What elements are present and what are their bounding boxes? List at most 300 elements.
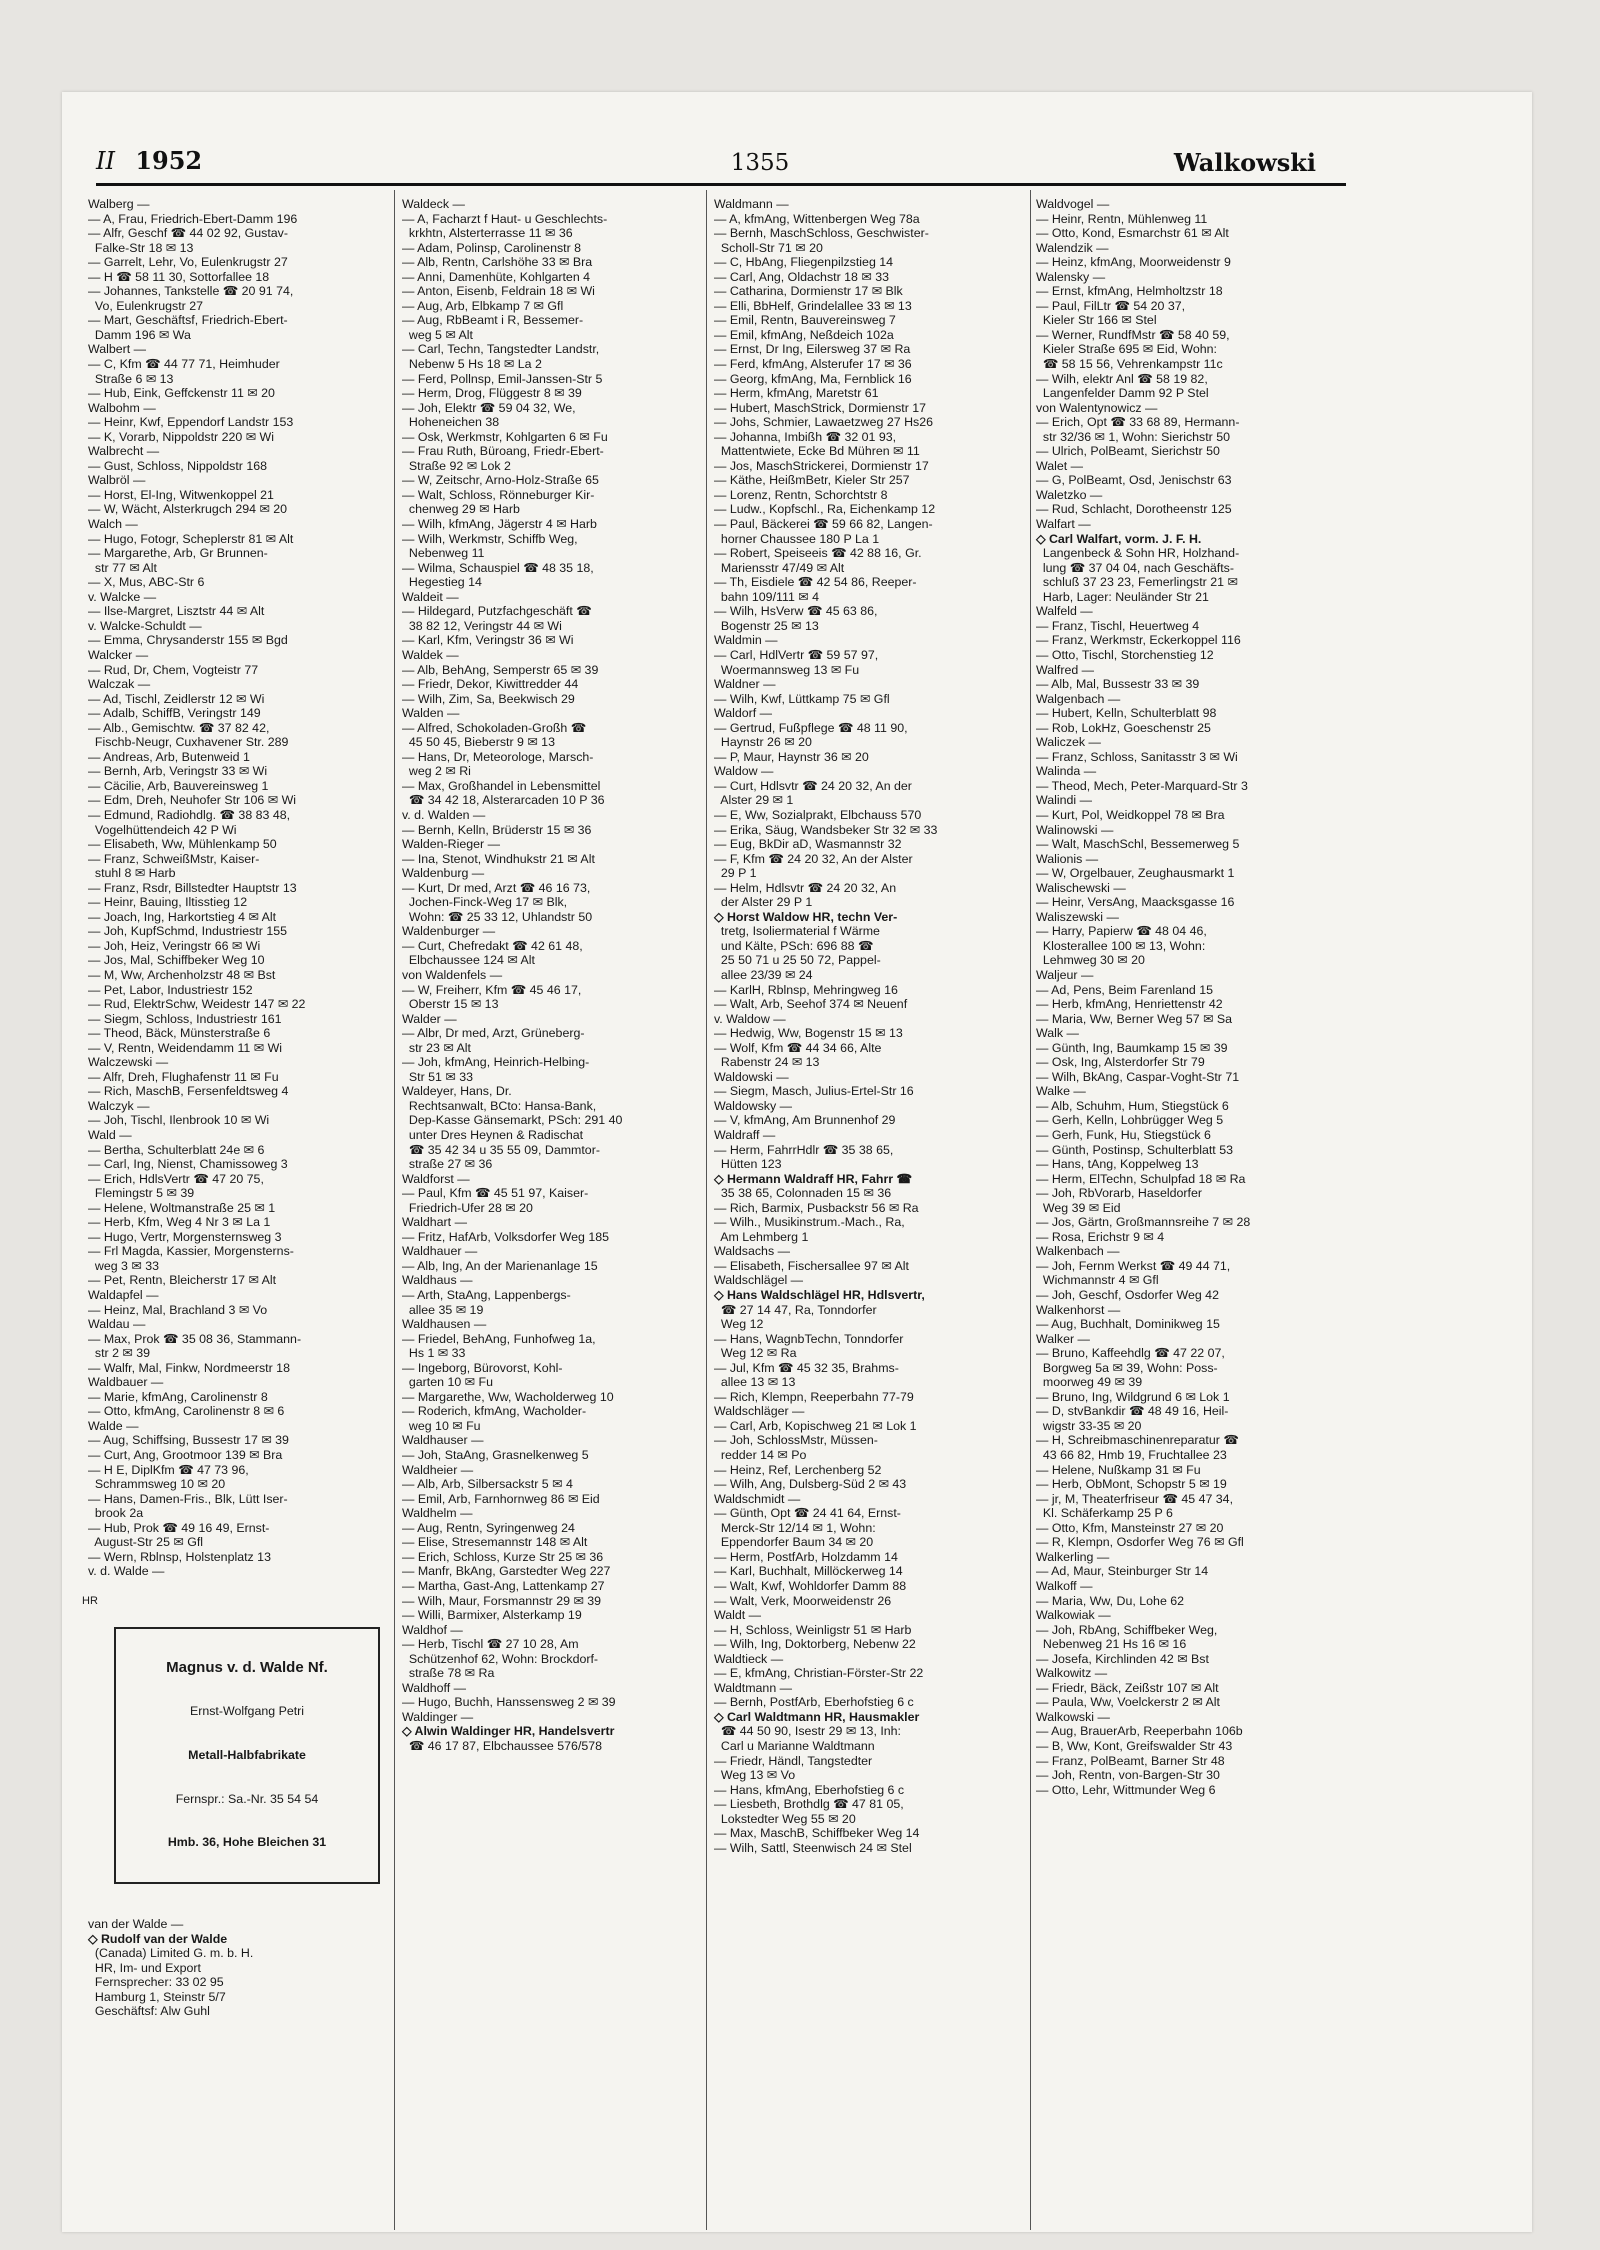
directory-entry: — Erich, HdlsVertr ☎ 47 20 75, — [88, 1171, 264, 1186]
directory-entry: — Wilh, Sattl, Steenwisch 24 ✉ Stel — [714, 1840, 912, 1855]
directory-entry: — Hans, tAng, Koppelweg 13 — [1036, 1157, 1199, 1172]
directory-entry: — Heinz, Mal, Brachland 3 ✉ Vo — [88, 1302, 268, 1317]
entry-continuation: moorweg 49 ✉ 39 — [1036, 1375, 1143, 1390]
directory-entry: — Günth, Opt ☎ 24 41 64, Ernst- — [714, 1506, 901, 1521]
column-divider — [394, 190, 395, 2230]
directory-entry: — Heinz, kfmAng, Moorweidenstr 9 — [1036, 255, 1231, 270]
entry-continuation: Eppendorfer Baum 34 ✉ 20 — [714, 1535, 874, 1550]
entry-continuation: krkhtn, Alsterterrasse 11 ✉ 36 — [402, 226, 573, 241]
directory-entry: — Heinr, Bauing, Iltisstieg 12 — [88, 895, 248, 910]
directory-entry: — Carl, Arb, Kopischweg 21 ✉ Lok 1 — [714, 1418, 917, 1433]
directory-entry: — Wilh, elektr Anl ☎ 58 19 82, — [1036, 371, 1208, 386]
entry-continuation: ☎ 34 42 18, Alsterarcaden 10 P 36 — [402, 793, 605, 808]
entry-continuation: August-Str 25 ✉ Gfl — [88, 1535, 204, 1550]
directory-entry: — P, Maur, Haynstr 36 ✉ 20 — [714, 749, 869, 764]
surname-heading: Waldeit — — [402, 589, 459, 604]
entry-continuation: straße 27 ✉ 36 — [402, 1157, 493, 1172]
directory-entry: — Jos, Mal, Schiffbeker Weg 10 — [88, 953, 265, 968]
directory-entry: — Emil, Arb, Farnhornweg 86 ✉ Eid — [402, 1491, 600, 1506]
directory-entry: — Carl, Techn, Tangstedter Landstr, — [402, 342, 600, 357]
entry-continuation: Weg 13 ✉ Vo — [714, 1768, 796, 1783]
directory-entry: — Helene, Nußkamp 31 ✉ Fu — [1036, 1462, 1201, 1477]
directory-entry: — Ernst, Dr Ing, Eilersweg 37 ✉ Ra — [714, 342, 911, 357]
entry-continuation: Langenbeck & Sohn HR, Holzhand- — [1036, 546, 1240, 561]
directory-entry: ◇ Carl Waldtmann HR, Hausmakler — [714, 1709, 920, 1724]
surname-heading: Walder — — [402, 1011, 457, 1026]
directory-entry: — Hubert, MaschStrick, Dormienstr 17 — [714, 400, 927, 415]
entry-continuation: Am Lehmberg 1 — [714, 1229, 809, 1244]
entry-continuation: chenweg 29 ✉ Harb — [402, 502, 520, 517]
surname-heading: v. d. Walden — — [402, 807, 486, 822]
directory-entry: — Robert, Speiseeis ☎ 42 88 16, Gr. — [714, 546, 922, 561]
surname-heading: Waldtmann — — [714, 1680, 793, 1695]
surname-heading: Waldhauser — — [402, 1433, 484, 1448]
directory-entry: — Wilh, Ang, Dulsberg-Süd 2 ✉ 43 — [714, 1477, 907, 1492]
entry-continuation: 29 P 1 — [714, 866, 757, 881]
directory-entry: — Karl, Buchhalt, Millöckerweg 14 — [714, 1564, 903, 1579]
directory-entry: — Carl, Ing, Nienst, Chamissoweg 3 — [88, 1157, 288, 1172]
directory-entry: — Aug, Buchhalt, Dominikweg 15 — [1036, 1317, 1220, 1332]
directory-entry: — W, Freiherr, Kfm ☎ 45 46 17, — [402, 982, 582, 997]
directory-entry: — Ulrich, PolBeamt, Sierichstr 50 — [1036, 444, 1220, 459]
entry-continuation: Flemingstr 5 ✉ 39 — [88, 1186, 195, 1201]
directory-entry: — Edm, Dreh, Neuhofer Str 106 ✉ Wi — [88, 793, 297, 808]
directory-entry: — Herm, kfmAng, Maretstr 61 — [714, 386, 879, 401]
surname-heading: Waldforst — — [402, 1171, 470, 1186]
surname-heading: Walke — — [1036, 1084, 1086, 1099]
directory-entry: — A, Facharzt f Haut- u Geschlechts- — [402, 211, 608, 226]
directory-entry: — Wilh, kfmAng, Jägerstr 4 ✉ Harb — [402, 517, 597, 532]
entry-continuation: Rabenstr 24 ✉ 13 — [714, 1055, 820, 1070]
directory-entry: — Ad, Tischl, Zeidlerstr 12 ✉ Wi — [88, 691, 265, 706]
directory-entry: — Joh, RbVorarb, Haseldorfer — [1036, 1186, 1202, 1201]
directory-entry: — Otto, Kfm, Mansteinstr 27 ✉ 20 — [1036, 1520, 1224, 1535]
directory-entry: — Elli, BbHelf, Grindelallee 33 ✉ 13 — [714, 298, 912, 313]
directory-entry: — Rich, Barmix, Pusbackstr 56 ✉ Ra — [714, 1200, 919, 1215]
entry-continuation: Hoheneichen 38 — [402, 415, 500, 430]
entry-continuation: Kl. Schäferkamp 25 P 6 — [1036, 1506, 1173, 1521]
surname-heading: Waldschmidt — — [714, 1491, 801, 1506]
entry-continuation: lung ☎ 37 04 04, nach Geschäfts- — [1036, 560, 1234, 575]
directory-entry: — M, Ww, Archenholzstr 48 ✉ Bst — [88, 967, 276, 982]
directory-entry: — Heinr, Rentn, Mühlenweg 11 — [1036, 211, 1208, 226]
entry-continuation: Falke-Str 18 ✉ 13 — [88, 240, 194, 255]
directory-entry: — Rob, LokHz, Goeschenstr 25 — [1036, 720, 1211, 735]
directory-entry: — Cäcilie, Arb, Bauvereinsweg 1 — [88, 778, 269, 793]
surname-heading: Waletzko — — [1036, 487, 1103, 502]
directory-entry: — Martha, Gast-Ang, Lattenkamp 27 — [402, 1578, 605, 1593]
directory-entry: — Erich, Schloss, Kurze Str 25 ✉ 36 — [402, 1549, 604, 1564]
directory-entry: — Hubert, Kelln, Schulterblatt 98 — [1036, 706, 1217, 721]
surname-heading: Wald — — [88, 1128, 132, 1142]
entry-continuation: 38 82 12, Veringstr 44 ✉ Wi — [402, 618, 562, 633]
directory-entry: — K, Vorarb, Nippoldstr 220 ✉ Wi — [88, 429, 274, 444]
entry-continuation: weg 5 ✉ Alt — [402, 327, 473, 342]
directory-entry: — Ernst, kfmAng, Helmholtzstr 18 — [1036, 284, 1223, 299]
directory-entry: — Walt, Schloss, Rönneburger Kir- — [402, 487, 595, 502]
surname-heading: Walbohm — — [88, 400, 156, 415]
directory-entry: — Joh, Rentn, von-Bargen-Str 30 — [1036, 1768, 1220, 1783]
surname-heading: Waldhoff — — [402, 1680, 467, 1695]
directory-entry: — Ad, Pens, Beim Farenland 15 — [1036, 982, 1214, 997]
directory-entry: — Ingeborg, Bürovorst, Kohl- — [402, 1360, 563, 1375]
directory-entry: — Friedel, BehAng, Funhofweg 1a, — [402, 1331, 596, 1346]
header-keyword: Walkowski — [1173, 148, 1316, 177]
directory-entry: — Walt, Arb, Seehof 374 ✉ Neuenf — [714, 997, 908, 1012]
directory-entry: — Jos, MaschStrickerei, Dormienstr 17 — [714, 458, 929, 473]
entry-continuation: Fischb-Neugr, Cuxhavener Str. 289 — [88, 735, 289, 750]
directory-entry: — Franz, PolBeamt, Barner Str 48 — [1036, 1753, 1225, 1768]
directory-entry: — Hans, WagnbTechn, Tonndorfer — [714, 1331, 904, 1346]
directory-entry: — Joach, Ing, Harkortstieg 4 ✉ Alt — [88, 909, 277, 924]
entry-continuation: str 77 ✉ Alt — [88, 560, 157, 575]
surname-heading: Waldt — — [714, 1608, 762, 1623]
surname-heading: Walbrecht — — [88, 444, 160, 459]
directory-entry: — Herb, kfmAng, Henriettenstr 42 — [1036, 997, 1223, 1012]
surname-heading: Walkoff — — [1036, 1578, 1093, 1593]
directory-entry: — Aug, Rentn, Syringenweg 24 — [402, 1520, 575, 1535]
directory-entry: — Johanna, Imbißh ☎ 32 01 93, — [714, 429, 897, 444]
directory-entry: — A, Frau, Friedrich-Ebert-Damm 196 — [88, 211, 298, 226]
directory-entry: — Garrelt, Lehr, Vo, Eulenkrugstr 27 — [88, 255, 288, 270]
directory-entry: — Aug, RbBeamt i R, Bessemer- — [402, 313, 584, 328]
column-divider — [706, 190, 707, 2230]
entry-continuation: allee 35 ✉ 19 — [402, 1302, 484, 1317]
directory-entry: — Wilh, Zim, Sa, Beekwisch 29 — [402, 691, 575, 706]
entry-continuation: Dep-Kasse Gänsemarkt, PSch: 291 40 — [402, 1113, 623, 1128]
surname-heading: Waldhausen — — [402, 1317, 487, 1332]
directory-entry: — Franz, Werkmstr, Eckerkoppel 116 — [1036, 633, 1241, 648]
directory-entry: — Bernh, MaschSchloss, Geschwister- — [714, 226, 929, 241]
entry-continuation: Haynstr 26 ✉ 20 — [714, 735, 812, 750]
directory-entry: — R, Klempn, Osdorfer Weg 76 ✉ Gfl — [1036, 1535, 1244, 1550]
surname-heading: Waldhaus — — [402, 1273, 473, 1288]
surname-heading: Walkenbach — — [1036, 1244, 1120, 1259]
surname-heading: Waldowsky — — [714, 1098, 793, 1113]
directory-entry: — Alb, BehAng, Semperstr 65 ✉ 39 — [402, 662, 599, 677]
ad-address: Hmb. 36, Hohe Bleichen 31 — [167, 1835, 327, 1850]
entry-continuation: allee 13 ✉ 13 — [714, 1375, 796, 1390]
surname-heading: Walindi — — [1036, 793, 1092, 808]
entry-continuation: Wichmannstr 4 ✉ Gfl — [1036, 1273, 1159, 1288]
directory-entry: ◇ Alwin Waldinger HR, Handelsvertr — [402, 1724, 615, 1739]
directory-entry: — Herb, Kfm, Weg 4 Nr 3 ✉ La 1 — [88, 1215, 271, 1230]
surname-heading: Waldmin — — [714, 633, 778, 648]
directory-entry: — Bernh, PostfArb, Eberhofstieg 6 c — [714, 1695, 914, 1710]
surname-heading: Walkowski — — [1036, 1709, 1110, 1724]
directory-entry: — Karl, Kfm, Veringstr 36 ✉ Wi — [402, 633, 574, 648]
year: 1952 — [135, 146, 203, 175]
directory-entry: — Walfr, Mal, Finkw, Nordmeerstr 18 — [88, 1360, 290, 1375]
directory-entry: — Joh, Fernm Werkst ☎ 49 44 71, — [1036, 1258, 1231, 1273]
entry-continuation: Straße 6 ✉ 13 — [88, 371, 174, 386]
directory-entry: — Helene, Woltmanstraße 25 ✉ 1 — [88, 1200, 276, 1215]
entry-continuation: Bogenstr 25 ✉ 13 — [714, 618, 819, 633]
directory-entry: — Franz, Schloss, Sanitasstr 3 ✉ Wi — [1036, 749, 1238, 764]
directory-entry: — Ina, Stenot, Windhukstr 21 ✉ Alt — [402, 851, 595, 866]
entry-continuation: Merck-Str 12/14 ✉ 1, Wohn: — [714, 1520, 876, 1535]
column-divider — [1030, 190, 1031, 2230]
directory-entry: — Bernh, Kelln, Brüderstr 15 ✉ 36 — [402, 822, 592, 837]
surname-heading: Waldmann — — [714, 197, 789, 211]
entry-continuation: Lehmweg 30 ✉ 20 — [1036, 953, 1145, 968]
surname-heading: Walfred — — [1036, 662, 1095, 677]
directory-entry: — Ilse-Margret, Lisztstr 44 ✉ Alt — [88, 604, 265, 619]
directory-entry: — Paul, FilLtr ☎ 54 20 37, — [1036, 298, 1186, 313]
directory-entry: — Werner, RundfMstr ☎ 58 40 59, — [1036, 327, 1230, 342]
entry-continuation: Damm 196 ✉ Wa — [88, 327, 191, 342]
directory-entry: — Paula, Ww, Voelckerstr 2 ✉ Alt — [1036, 1695, 1220, 1710]
surname-heading: Walgenbach — — [1036, 691, 1121, 706]
entry-continuation: redder 14 ✉ Po — [714, 1448, 807, 1463]
surname-heading: Walberg — — [88, 197, 150, 211]
directory-entry: — Emma, Chrysanderstr 155 ✉ Bgd — [88, 633, 288, 648]
entry-continuation: Hegestieg 14 — [402, 575, 482, 590]
directory-entry: — Hub, Eink, Geffckenstr 11 ✉ 20 — [88, 386, 275, 401]
directory-column-2 — [402, 197, 694, 1754]
directory-entry: — Wilh., Musikinstrum.-Mach., Ra, — [714, 1215, 905, 1230]
surname-heading: Waldner — — [714, 677, 776, 692]
directory-entry: — H E, DiplKfm ☎ 47 73 96, — [88, 1462, 249, 1477]
surname-heading: Waldhart — — [402, 1215, 467, 1230]
directory-entry: — Albr, Dr med, Arzt, Grüneberg- — [402, 1026, 585, 1041]
directory-entry: — Joh, Heiz, Veringstr 66 ✉ Wi — [88, 938, 261, 953]
directory-entry: — Carl, HdlVertr ☎ 59 57 97, — [714, 647, 879, 662]
entry-continuation: schluß 37 23 23, Femerlingstr 21 ✉ — [1036, 575, 1238, 590]
directory-entry: — Paul, Kfm ☎ 45 51 97, Kaiser- — [402, 1186, 589, 1201]
directory-entry: ◇ Hermann Waldraff HR, Fahrr ☎ — [714, 1171, 912, 1186]
directory-entry: — Curt, Ang, Grootmoor 139 ✉ Bra — [88, 1448, 283, 1463]
entry-continuation: wigstr 33-35 ✉ 20 — [1036, 1418, 1142, 1433]
surname-heading: Waldenburger — — [402, 924, 496, 939]
directory-entry: — Alfred, Schokoladen-Großh ☎ — [402, 720, 587, 735]
directory-entry: — Rud, Schlacht, Dorotheenstr 125 — [1036, 502, 1232, 517]
surname-heading: v. Walcke — — [88, 589, 157, 604]
directory-entry: — Rud, ElektrSchw, Weidestr 147 ✉ 22 — [88, 997, 306, 1012]
entry-continuation: Fernsprecher: 33 02 95 — [88, 1975, 224, 1990]
directory-entry: — Curt, Chefredakt ☎ 42 61 48, — [402, 938, 583, 953]
directory-entry: — Lorenz, Rentn, Schorchtstr 8 — [714, 487, 888, 502]
surname-heading: Waldheier — — [402, 1462, 474, 1477]
directory-entry: — Andreas, Arb, Butenweid 1 — [88, 749, 250, 764]
entry-continuation: Vo, Eulenkrugstr 27 — [88, 298, 204, 313]
entry-continuation: Rechtsanwalt, BCto: Hansa-Bank, — [402, 1098, 597, 1113]
directory-entry: — Hub, Prok ☎ 49 16 49, Ernst- — [88, 1520, 270, 1535]
directory-entry: — Otto, Lehr, Wittmunder Weg 6 — [1036, 1782, 1216, 1797]
surname-heading: Walk — — [1036, 1026, 1079, 1041]
directory-entry: — Käthe, HeißmBetr, Kieler Str 257 — [714, 473, 910, 488]
directory-entry: — Franz, Tischl, Heuertweg 4 — [1036, 618, 1200, 633]
directory-entry: — Heinz, Ref, Lerchenberg 52 — [714, 1462, 882, 1477]
directory-entry: — Johannes, Tankstelle ☎ 20 91 74, — [88, 284, 294, 299]
surname-heading: Walinowski — — [1036, 822, 1114, 837]
entry-continuation: horner Chaussee 180 P La 1 — [714, 531, 880, 546]
entry-continuation: str 32/36 ✉ 1, Wohn: Sierichstr 50 — [1036, 429, 1231, 444]
surname-heading: Waliczek — — [1036, 735, 1101, 750]
directory-entry: — Arth, StaAng, Lappenbergs- — [402, 1288, 571, 1303]
entry-continuation: Str 51 ✉ 33 — [402, 1069, 473, 1084]
directory-column-3 — [714, 197, 1006, 1855]
directory-entry: — Alb, Arb, Silbersackstr 5 ✉ 4 — [402, 1477, 573, 1492]
directory-entry: — Bruno, Kaffeehdlg ☎ 47 22 07, — [1036, 1346, 1225, 1361]
directory-entry: — Herb, ObMont, Schopstr 5 ✉ 19 — [1036, 1477, 1227, 1492]
entry-continuation: Schützenhof 62, Wohn: Brockdorf- — [402, 1651, 599, 1666]
entry-continuation: Schrammsweg 10 ✉ 20 — [88, 1477, 226, 1492]
surname-heading: v. Waldow — — [714, 1011, 786, 1026]
entry-continuation: Nebenweg 11 — [402, 546, 485, 561]
entry-continuation: 25 50 71 u 25 50 72, Pappel- — [714, 953, 881, 968]
entry-continuation: Weg 12 ✉ Ra — [714, 1346, 797, 1361]
entry-continuation: ☎ 27 14 47, Ra, Tonndorfer — [714, 1302, 877, 1317]
entry-continuation: bahn 109/111 ✉ 4 — [714, 589, 819, 604]
surname-heading: Waldow — — [714, 764, 774, 779]
directory-entry: — Max, Großhandel in Lebensmittel — [402, 778, 601, 793]
directory-entry: — jr, M, Theaterfriseur ☎ 45 47 34, — [1036, 1491, 1234, 1506]
entry-continuation: Weg 39 ✉ Eid — [1036, 1200, 1121, 1215]
entry-continuation: ☎ 44 50 90, Isestr 29 ✉ 13, Inh: — [714, 1724, 901, 1739]
directory-entry: — Franz, SchweißMstr, Kaiser- — [88, 851, 260, 866]
directory-entry: — Alb, Mal, Bussestr 33 ✉ 39 — [1036, 677, 1200, 692]
entry-continuation: und Kälte, PSch: 696 88 ☎ — [714, 938, 874, 953]
directory-entry: — Alb., Gemischtw. ☎ 37 82 42, — [88, 720, 270, 735]
entry-continuation: Borgweg 5a ✉ 39, Wohn: Poss- — [1036, 1360, 1218, 1375]
directory-entry: — Heinr, Kwf, Eppendorf Landstr 153 — [88, 415, 294, 430]
directory-entry: — Edmund, Radiohdlg. ☎ 38 83 48, — [88, 807, 291, 822]
surname-heading: Waldek — — [402, 647, 459, 662]
directory-entry: — Hans, Dr, Meteorologe, Marsch- — [402, 749, 594, 764]
directory-entry: — Roderich, kfmAng, Wacholder- — [402, 1404, 587, 1419]
entry-continuation: 45 50 45, Bieberstr 9 ✉ 13 — [402, 735, 555, 750]
directory-entry: — Alfr, Dreh, Flughafenstr 11 ✉ Fu — [88, 1069, 279, 1084]
directory-column-4 — [1036, 197, 1328, 1797]
entry-continuation: HR, Im- und Export — [88, 1960, 201, 1975]
directory-entry: — Herb, Tischl ☎ 27 10 28, Am — [402, 1637, 579, 1652]
entry-continuation: Lokstedter Weg 55 ✉ 20 — [714, 1811, 856, 1826]
entry-continuation: Nebenw 5 Hs 18 ✉ La 2 — [402, 357, 542, 372]
entry-continuation: Friedrich-Ufer 28 ✉ 20 — [402, 1200, 533, 1215]
directory-entry: — C, HbAng, Fliegenpilzstieg 14 — [714, 255, 894, 270]
directory-entry: — Ferd, kfmAng, Alsterufer 17 ✉ 36 — [714, 357, 912, 372]
directory-entry: — Helm, Hdlsvtr ☎ 24 20 32, An — [714, 880, 897, 895]
surname-heading: v. Walcke-Schuldt — — [88, 618, 202, 633]
surname-heading: Walinda — — [1036, 764, 1097, 779]
surname-heading: Waliszewski — — [1036, 909, 1119, 924]
directory-entry: — Hugo, Fotogr, Scheplerstr 81 ✉ Alt — [88, 531, 294, 546]
directory-entry: — Wolf, Kfm ☎ 44 34 66, Alte — [714, 1040, 882, 1055]
surname-heading: Walionis — — [1036, 851, 1099, 866]
directory-entry: — Herm, FahrrHdlr ☎ 35 38 65, — [714, 1142, 894, 1157]
surname-heading: Walde — — [88, 1418, 139, 1433]
entry-continuation: Vogelhüttendeich 42 P Wi — [88, 822, 237, 837]
directory-entry: — Joh, StaAng, Grasnelkenweg 5 — [402, 1448, 589, 1463]
surname-heading: Walden-Rieger — — [402, 837, 501, 852]
surname-heading: Waldau — — [88, 1317, 146, 1332]
directory-entry: — Joh, Tischl, Ilenbrook 10 ✉ Wi — [88, 1113, 270, 1128]
directory-entry: — Joh, SchlossMstr, Müssen- — [714, 1433, 878, 1448]
entry-continuation: ☎ 46 17 87, Elbchaussee 576/578 — [402, 1738, 603, 1753]
surname-heading: Waldeck — — [402, 197, 465, 211]
directory-entry: — Joh, RbAng, Schiffbeker Weg, — [1036, 1622, 1218, 1637]
directory-entry: — Hedwig, Ww, Bogenstr 15 ✉ 13 — [714, 1026, 903, 1041]
entry-continuation: Geschäftsf: Alw Guhl — [88, 2004, 210, 2019]
directory-entry: — Wilh, HsVerw ☎ 45 63 86, — [714, 604, 878, 619]
entry-continuation: Weg 12 — [714, 1317, 764, 1332]
directory-entry: — Jul, Kfm ☎ 45 32 35, Brahms- — [714, 1360, 899, 1375]
directory-entry: — Alb, Ing, An der Marienanlage 15 — [402, 1258, 598, 1273]
directory-entry: — Joh, kfmAng, Heinrich-Helbing- — [402, 1055, 590, 1070]
directory-entry: — Rich, MaschB, Fersenfeldtsweg 4 — [88, 1084, 289, 1099]
directory-entry: — Horst, El-Ing, Witwenkoppel 21 — [88, 487, 274, 502]
directory-entry: — Kurt, Dr med, Arzt ☎ 46 16 73, — [402, 880, 591, 895]
directory-entry: — Joh, KupfSchmd, Industriestr 155 — [88, 924, 288, 939]
directory-entry: — C, Kfm ☎ 44 77 71, Heimhuder — [88, 357, 280, 372]
surname-heading: Waldeyer, Hans, Dr. — [402, 1084, 512, 1099]
directory-entry: — Anton, Eisenb, Feldrain 18 ✉ Wi — [402, 284, 595, 299]
directory-entry: — KarlH, Rblnsp, Mehringweg 16 — [714, 982, 898, 997]
surname-heading: Waldhelm — — [402, 1506, 473, 1521]
directory-entry: — Anni, Damenhüte, Kohlgarten 4 — [402, 269, 591, 284]
directory-entry: — Hugo, Vertr, Morgensternsweg 3 — [88, 1229, 282, 1244]
surname-heading: Waldschlägel — — [714, 1273, 804, 1288]
surname-heading: Walden — — [402, 706, 460, 721]
directory-entry: — Hugo, Buchh, Hanssensweg 2 ✉ 39 — [402, 1695, 616, 1710]
directory-entry: — Margarethe, Ww, Wacholderweg 10 — [402, 1389, 614, 1404]
directory-entry: — Ad, Maur, Steinburger Str 14 — [1036, 1564, 1209, 1579]
directory-entry: — Curt, Hdlsvtr ☎ 24 20 32, An der — [714, 778, 912, 793]
entry-continuation: Nebenweg 21 Hs 16 ✉ 16 — [1036, 1637, 1187, 1652]
directory-entry: — Frau Ruth, Büroang, Friedr-Ebert- — [402, 444, 604, 459]
directory-entry: — X, Mus, ABC-Str 6 — [88, 575, 205, 590]
directory-entry: — Aug, BrauerArb, Reeperbahn 106b — [1036, 1724, 1243, 1739]
header-rule — [96, 183, 1346, 186]
directory-entry: — Walt, MaschSchl, Bessemerweg 5 — [1036, 837, 1240, 852]
directory-entry: — Elise, Stresemannstr 148 ✉ Alt — [402, 1535, 588, 1550]
directory-entry: — Alfr, Geschf ☎ 44 02 92, Gustav- — [88, 226, 289, 241]
directory-entry: — Willi, Barmixer, Alsterkamp 19 — [402, 1608, 582, 1623]
entry-continuation: str 2 ✉ 39 — [88, 1346, 151, 1361]
page-number: 1355 — [730, 150, 790, 176]
surname-heading: Waldtieck — — [714, 1651, 784, 1666]
surname-heading: Walet — — [1036, 458, 1084, 473]
directory-entry: — Margarethe, Arb, Gr Brunnen- — [88, 546, 268, 561]
entry-continuation: garten 10 ✉ Fu — [402, 1375, 493, 1390]
surname-heading: Waldsachs — — [714, 1244, 790, 1259]
directory-entry: — Elisabeth, Ww, Mühlenkamp 50 — [88, 837, 277, 852]
directory-entry: ◇ Horst Waldow HR, techn Ver- — [714, 909, 898, 924]
directory-entry: — E, Ww, Sozialprakt, Elbchauss 570 — [714, 807, 922, 822]
entry-continuation: Klosterallee 100 ✉ 13, Wohn: — [1036, 938, 1206, 953]
surname-heading: Waldraff — — [714, 1128, 776, 1142]
ad-box — [114, 1627, 380, 1884]
directory-entry: — Wern, Rblnsp, Holstenplatz 13 — [88, 1549, 271, 1564]
directory-entry: — Georg, kfmAng, Ma, Fernblick 16 — [714, 371, 912, 386]
directory-entry: — F, Kfm ☎ 24 20 32, An der Alster — [714, 851, 913, 866]
entry-continuation: Hütten 123 — [714, 1157, 782, 1172]
directory-entry: — Otto, Tischl, Storchenstieg 12 — [1036, 647, 1214, 662]
entry-continuation: Wohn: ☎ 25 33 12, Uhlandstr 50 — [402, 909, 593, 924]
directory-entry: — Herm, ElTechn, Schulpfad 18 ✉ Ra — [1036, 1171, 1246, 1186]
surname-heading: von Walentynowicz — — [1036, 400, 1158, 415]
entry-continuation: weg 10 ✉ Fu — [402, 1418, 481, 1433]
entry-continuation: ☎ 35 42 34 u 35 55 09, Dammtor- — [402, 1142, 600, 1157]
directory-entry: — V, kfmAng, Am Brunnenhof 29 — [714, 1113, 896, 1128]
directory-entry: — Aug, Arb, Elbkamp 7 ✉ Gfl — [402, 298, 564, 313]
entry-continuation: Kieler Str 166 ✉ Stel — [1036, 313, 1157, 328]
directory-entry: — Mart, Geschäftsf, Friedrich-Ebert- — [88, 313, 288, 328]
directory-entry: — Friedr, Händl, Tangstedter — [714, 1753, 873, 1768]
directory-entry: — Fritz, HafArb, Volksdorfer Weg 185 — [402, 1229, 610, 1244]
surname-heading: Walker — — [1036, 1331, 1090, 1346]
